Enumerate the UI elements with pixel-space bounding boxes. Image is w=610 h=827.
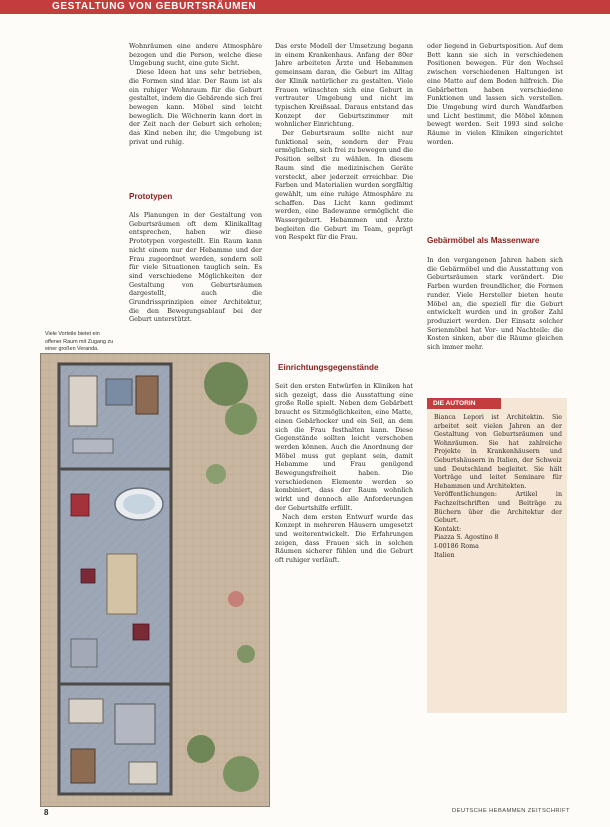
paragraph: In den vergangenen Jahren haben sich die Gebärmöbel und die Ausstattung von Geburtsräumen stark verändert. Die Farben wurden freundlicher, die Formen runder. Viele Hersteller bieten heute Möbel an, die speziell für die Geburt entwickelt wurden und in großer Zahl produziert werden. Der Einsatz solcher Serienmöbel hat Vor- und Nachteile: die Kosten sinken, aber die Räume gleichen sich immer mehr.: [427, 256, 563, 352]
author-address-line: Italien: [434, 551, 455, 559]
column-3-text: [427, 42, 563, 214]
paragraph: Als Planungen in der Gestaltung von Geburtsräumen oft dem Klinikalltag entsprechen, haben wir diese Prototypen vorgestellt. Ein Raum kann nicht einem nur der Hebamme und der Frau zugeordnet werden, sondern soll für viele Situationen tauglich sein. Es sind verschiedene Möglichkeiten der Gestaltung von Geburtsräumen dargestellt, auch die Grundrissprinzipien einer Architektur, die den Bewegungsablauf bei der Geburt unterstützt.: [129, 211, 262, 324]
author-box-title: DIE AUTORIN: [427, 398, 501, 409]
author-address-line: Piazza S. Agostino 8: [434, 534, 499, 542]
section-title: GESTALTUNG VON GEBURTSRÄUMEN: [52, 1, 257, 12]
author-contact-label: Kontakt:: [434, 525, 462, 533]
column-1-text: [129, 42, 262, 192]
column-1-text-2: [129, 211, 262, 349]
author-bio: [434, 414, 562, 560]
paragraph: Das erste Modell der Umsetzung begann in einem Krankenhaus. Anfang der 80er Jahre arbeiteten Ärzte und Hebammen gemeinsam daran, die Geburt im Alltag der Klinik natürlicher zu gestalten. Viele Frauen wünschten sich eine Geburt in vertrauter Umgebung und nicht im typischen Kreißsaal. Daraus entstand das Konzept der Geburtszimmer mit wohnlicher Einrichtung.: [275, 42, 413, 129]
author-paragraph: Bianca Lepori ist Architektin. Sie arbeitet seit vielen Jahren an der Gestaltung von Geburtsräumen und Wohnräumen. Sie hat zahlreiche Projekte in Krankenhäusern und Geburtshäusern in Italien, der Schweiz und Deutschland begleitet. Sie hält Vorträge und leitet Seminare für Hebammen und Architekten.: [434, 414, 562, 490]
header-bar: [0, 0, 610, 14]
heading-einrichtungsgegenstaende: Einrichtungsgegenstände: [278, 363, 379, 372]
column-2-text-2: [275, 382, 413, 798]
heading-gebaermoebel: Gebärmöbel als Massenware: [427, 236, 540, 245]
magazine-title: DEUTSCHE HEBAMMEN ZEITSCHRIFT: [452, 808, 570, 814]
paragraph: Diese Ideen hat uns sehr betrieben, die Formen sind klar. Der Raum ist als ein ruhiger Wohnraum für die Geburt gestaltet, indem die Gebärende sich frei bewegen kann. Möbel sind leicht beweglich. Die Wöchnerin kann dort in der Zeit nach der Geburt sich erholen; das Kind neben ihr, die Umgebung ist privat und ruhig.: [129, 68, 262, 146]
page-number: 8: [44, 808, 49, 817]
paragraph: Seit den ersten Entwürfen in Kliniken hat sich gezeigt, dass die Ausstattung eine große Rolle spielt. Neben dem Gebärbett braucht es Sitzmöglichkeiten, eine Matte, einen Gebärhocker und ein Seil, an dem sich die Frau festhalten kann. Diese Gegenstände sollten leicht verschoben werden können. Auch die Anordnung der Möbel muss gut geplant sein, damit Hebamme und Frau genügend Bewegungsfreiheit haben. Die verschiedenen Elemente werden so kombiniert, dass der Raum wohnlich wirkt und dennoch alle Anforderungen der Geburtshilfe erfüllt.: [275, 382, 413, 512]
paragraph: oder liegend in Geburtsposition. Auf dem Bett kann sie sich in verschiedenen Positionen bewegen. Für den Wechsel zwischen verschiedenen Haltungen ist eine Matte auf dem Boden hilfreich. Die Gebärbetten haben verschiedene Funktionen und lassen sich verstellen. Die Umgebung wird durch Wandfarben und Licht bestimmt, die Möbel können bewegt werden. Seit 1993 sind solche Räume in vielen Kliniken eingerichtet worden.: [427, 42, 563, 146]
image-caption: Viele Vorteile bietet ein offener Raum mit Zugang zu einer großen Veranda.: [45, 331, 114, 352]
floor-plan-illustration: [40, 353, 270, 807]
author-paragraph: Veröffentlichungen: Artikel in Fachzeitschriften und Beiträge zu Büchern über die Architektur der Geburt.: [434, 491, 562, 525]
heading-prototypen: Prototypen: [129, 192, 173, 201]
paragraph: Wohnräumen eine andere Atmosphäre bezogen und die Person, welche diese Umgebung sucht, eine gute Sicht.: [129, 42, 262, 68]
paragraph: Nach dem ersten Entwurf wurde das Konzept in mehreren Häusern umgesetzt und weiterentwickelt. Die Erfahrungen zeigen, dass Frauen sich in solchen Räumen sicherer fühlen und die Geburt oft ruhiger verläuft.: [275, 512, 413, 565]
column-3-text-2: [427, 256, 563, 390]
column-2-text: [275, 42, 413, 344]
paragraph: Der Geburtsraum sollte nicht nur funktional sein, sondern der Frau ermöglichen, sich frei zu bewegen und die Position selbst zu wählen. In diesem Raum sind die medizinischen Geräte versteckt, aber jederzeit erreichbar. Die Farben und Materialien wurden sorgfältig gewählt, um eine ruhige Atmosphäre zu schaffen. Das Licht kann gedimmt werden, eine Badewanne ermöglicht die Wassergeburt. Hebammen und Ärzte begleiten die Geburt im Team, geprägt von Respekt für die Frau.: [275, 129, 413, 242]
floor-plan-drawing: [41, 354, 269, 806]
author-address-line: I-00186 Roma: [434, 542, 479, 550]
